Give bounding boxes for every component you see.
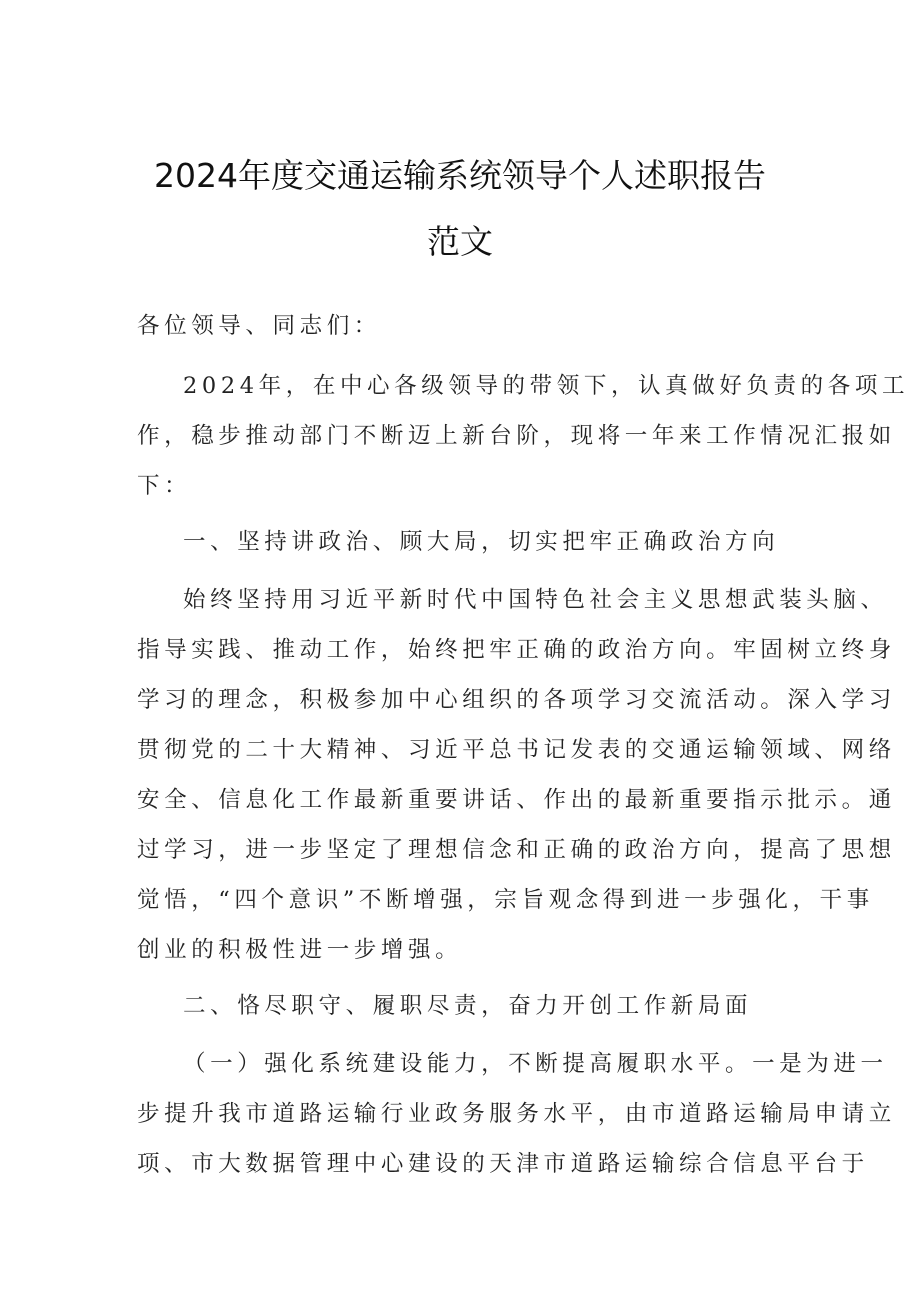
paragraph-line: 项、市大数据管理中心建设的天津市道路运输综合信息平台于 — [137, 1151, 869, 1177]
section-heading-2: 二、恪尽职守、履职尽责，奋力开创工作新局面 — [183, 993, 753, 1019]
paragraph-line: 指导实践、推动工作，始终把牢正确的政治方向。牢固树立终身 — [137, 637, 896, 663]
paragraph-line: 觉悟，“四个意识”不断增强，宗旨观念得到进一步强化，干事 — [137, 887, 874, 913]
document-title-line-1: 2024年度交通运输系统领导个人述职报告 — [154, 156, 766, 195]
paragraph-line: 创业的积极性进一步增强。 — [137, 937, 463, 963]
paragraph-line: 学习的理念，积极参加中心组织的各项学习交流活动。深入学习 — [137, 687, 896, 713]
paragraph-line: 作，稳步推动部门不断迈上新台阶，现将一年来工作情况汇报如 — [137, 423, 896, 449]
paragraph-line: 2024年，在中心各级领导的带领下，认真做好负责的各项工 — [183, 373, 910, 399]
paragraph-line: （一）强化系统建设能力，不断提高履职水平。一是为进一 — [183, 1051, 888, 1077]
paragraph-line: 过学习，进一步坚定了理想信念和正确的政治方向，提高了思想 — [137, 837, 896, 863]
paragraph-line: 下： — [137, 473, 192, 499]
paragraph-line: 安全、信息化工作最新重要讲话、作出的最新重要指示批示。通 — [137, 787, 896, 813]
document-title-line-2: 范文 — [427, 222, 493, 261]
salutation: 各位领导、同志们： — [137, 313, 381, 339]
paragraph-line: 贯彻党的二十大精神、习近平总书记发表的交通运输领域、网络 — [137, 737, 896, 763]
paragraph-line: 步提升我市道路运输行业政务服务水平，由市道路运输局申请立 — [137, 1101, 896, 1127]
section-heading-1: 一、坚持讲政治、顾大局，切实把牢正确政治方向 — [183, 529, 780, 555]
paragraph-line: 始终坚持用习近平新时代中国特色社会主义思想武装头脑、 — [183, 587, 888, 613]
